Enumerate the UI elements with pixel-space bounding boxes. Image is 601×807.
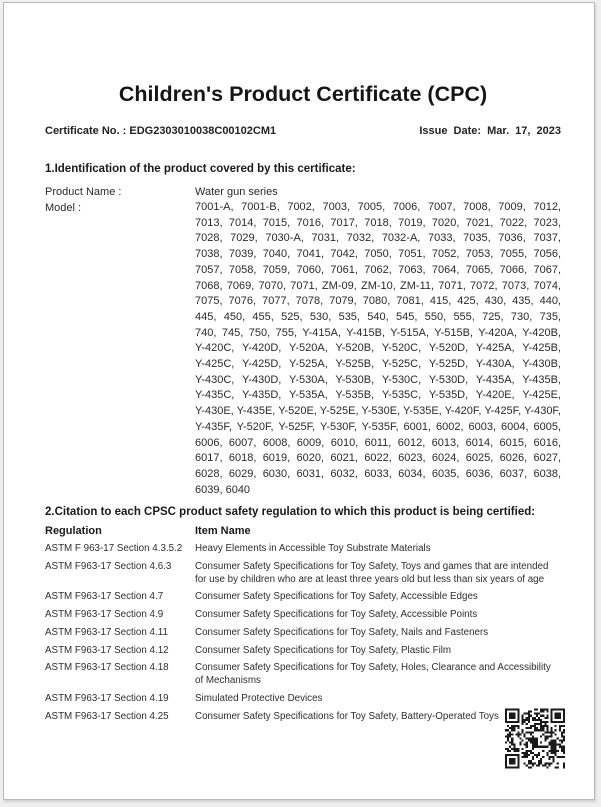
issue-date-label: Issue Date: <box>419 125 482 137</box>
regulation-cell: ASTM F963-17 Section 4.18 <box>45 662 169 674</box>
table-row <box>45 645 561 658</box>
model-line: 7013, 7014, 7015, 7016, 7017, 7018, 7019, 7020, 7021, 7022, 7023, <box>195 216 561 229</box>
product-name-label: Product Name : <box>45 186 122 198</box>
model-line: 7057, 7058, 7059, 7060, 7061, 7062, 7063, 7064, 7065, 7066, 7067, <box>195 263 561 276</box>
regulation-cell: ASTM F963-17 Section 4.6.3 <box>45 560 172 572</box>
model-line: 7075, 7076, 7077, 7078, 7079, 7080, 7081, 415, 425, 430, 435, 440, <box>195 295 561 308</box>
item-name-column-header: Item Name <box>195 525 251 538</box>
model-line: 6039, 6040 <box>195 483 251 496</box>
qr-code-svg <box>505 707 565 770</box>
item-name-cell: Consumer Safety Specifications for Toy Safety, Plastic Film <box>195 644 452 656</box>
page-title: Children's Product Certificate (CPC) <box>118 82 488 106</box>
model-line: Y-435C, Y-435D, Y-535A, Y-535B, Y-535C, Y-535D, Y-420E, Y-425E, <box>195 389 561 402</box>
issue-date-value: Mar. 17, 2023 <box>487 125 561 137</box>
regulation-cell: ASTM F963-17 Section 4.9 <box>45 609 164 621</box>
model-line: Y-425C, Y-425D, Y-525A, Y-525B, Y-525C, Y-525D, Y-430A, Y-430B, <box>195 358 561 371</box>
table-row <box>45 591 561 604</box>
table-row <box>45 609 561 622</box>
certificate-page <box>3 2 595 800</box>
item-name-cell: Consumer Safety Specifications for Toy Safety, Accessible Edges <box>195 591 478 603</box>
regulation-table <box>45 543 561 723</box>
certificate-number-value: EDG2303010038C00102CM1 <box>129 125 277 137</box>
item-name-cell: Consumer Safety Specifications for Toy Safety, Holes, Clearance and Accessibility of Mechanisms <box>195 662 551 687</box>
certificate-number <box>45 125 276 137</box>
item-name-cell: Consumer Safety Specifications for Toy Safety, Nails and Fasteners <box>195 626 489 638</box>
model-line: 6017, 6018, 6019, 6020, 6021, 6022, 6023, 6024, 6025, 6026, 6027, <box>195 452 561 465</box>
model-line: 740, 745, 750, 755, Y-415A, Y-415B, Y-515A, Y-515B, Y-420A, Y-420B, <box>195 326 561 339</box>
model-line: Y-430C, Y-430D, Y-530A, Y-530B, Y-530C, Y-530D, Y-435A, Y-435B, <box>195 373 561 386</box>
model-list <box>195 200 561 498</box>
issue-date <box>419 125 561 137</box>
model-line: 7028, 7029, 7030-A, 7031, 7032, 7032-A, 7033, 7035, 7036, 7037, <box>195 232 561 245</box>
table-row <box>45 693 561 706</box>
item-name-cell: Heavy Elements in Accessible Toy Substrate Materials <box>195 543 431 555</box>
regulation-cell: ASTM F963-17 Section 4.7 <box>45 591 164 603</box>
table-row <box>45 543 561 556</box>
section1-heading: 1.Identification of the product covered by this certificate: <box>45 163 356 175</box>
item-name-cell: Consumer Safety Specifications for Toy Safety, Accessible Points <box>195 609 478 621</box>
table-row <box>45 711 561 724</box>
page-content <box>45 3 561 724</box>
regulation-table-header <box>45 524 561 538</box>
regulation-cell: ASTM F963-17 Section 4.12 <box>45 644 169 656</box>
model-line: 7038, 7039, 7040, 7041, 7042, 7050, 7051, 7052, 7053, 7055, 7056, <box>195 248 561 261</box>
model-line: 7068, 7069, 7070, 7071, ZM-09, ZM-10, ZM-11, 7071, 7072, 7073, 7074, <box>195 279 561 292</box>
regulation-cell: ASTM F963-17 Section 4.19 <box>45 692 169 704</box>
table-row <box>45 627 561 640</box>
item-name-cell: Consumer Safety Specifications for Toy Safety, Toys and games that are intended for use by children who are at least three years old but less than six years of age <box>195 560 549 585</box>
product-name-value: Water gun series <box>195 186 278 198</box>
regulation-cell: ASTM F963-17 Section 4.11 <box>45 626 168 638</box>
item-name-cell: Consumer Safety Specifications for Toy Safety, Battery-Operated Toys <box>195 710 499 722</box>
identification-grid <box>45 184 561 498</box>
model-line: 6006, 6007, 6008, 6009, 6010, 6011, 6012, 6013, 6014, 6015, 6016, <box>195 436 561 449</box>
model-line: Y-420C, Y-420D, Y-520A, Y-520B, Y-520C, Y-520D, Y-425A, Y-425B, <box>195 342 561 355</box>
certificate-number-label: Certificate No. : <box>45 125 127 137</box>
certificate-meta-row <box>45 125 561 137</box>
model-line: Y-430E, Y-435E, Y-520E, Y-525E, Y-530E, Y-535E, Y-420F, Y-425F, Y-430F, <box>195 405 561 418</box>
section2-heading: 2.Citation to each CPSC product safety regulation to which this product is being certified: <box>45 506 536 519</box>
model-label: Model : <box>45 202 82 214</box>
qr-code-icon <box>505 707 565 770</box>
table-row <box>45 561 561 587</box>
regulation-cell: ASTM F963-17 Section 4.25 <box>45 710 169 722</box>
model-line: 7001-A, 7001-B, 7002, 7003, 7005, 7006, 7007, 7008, 7009, 7012, <box>195 201 561 213</box>
table-row <box>45 662 561 688</box>
model-line: 445, 450, 455, 525, 530, 535, 540, 545, 550, 555, 725, 730, 735, <box>195 310 561 323</box>
regulation-cell: ASTM F 963-17 Section 4.3.5.2 <box>45 543 183 555</box>
model-line: 6028, 6029, 6030, 6031, 6032, 6033, 6034, 6035, 6036, 6037, 6038, <box>195 467 561 480</box>
model-line: Y-435F, Y-520F, Y-525F, Y-530F, Y-535F, 6001, 6002, 6003, 6004, 6005, <box>195 420 561 433</box>
item-name-cell: Simulated Protective Devices <box>195 692 323 704</box>
regulation-column-header: Regulation <box>45 525 102 538</box>
